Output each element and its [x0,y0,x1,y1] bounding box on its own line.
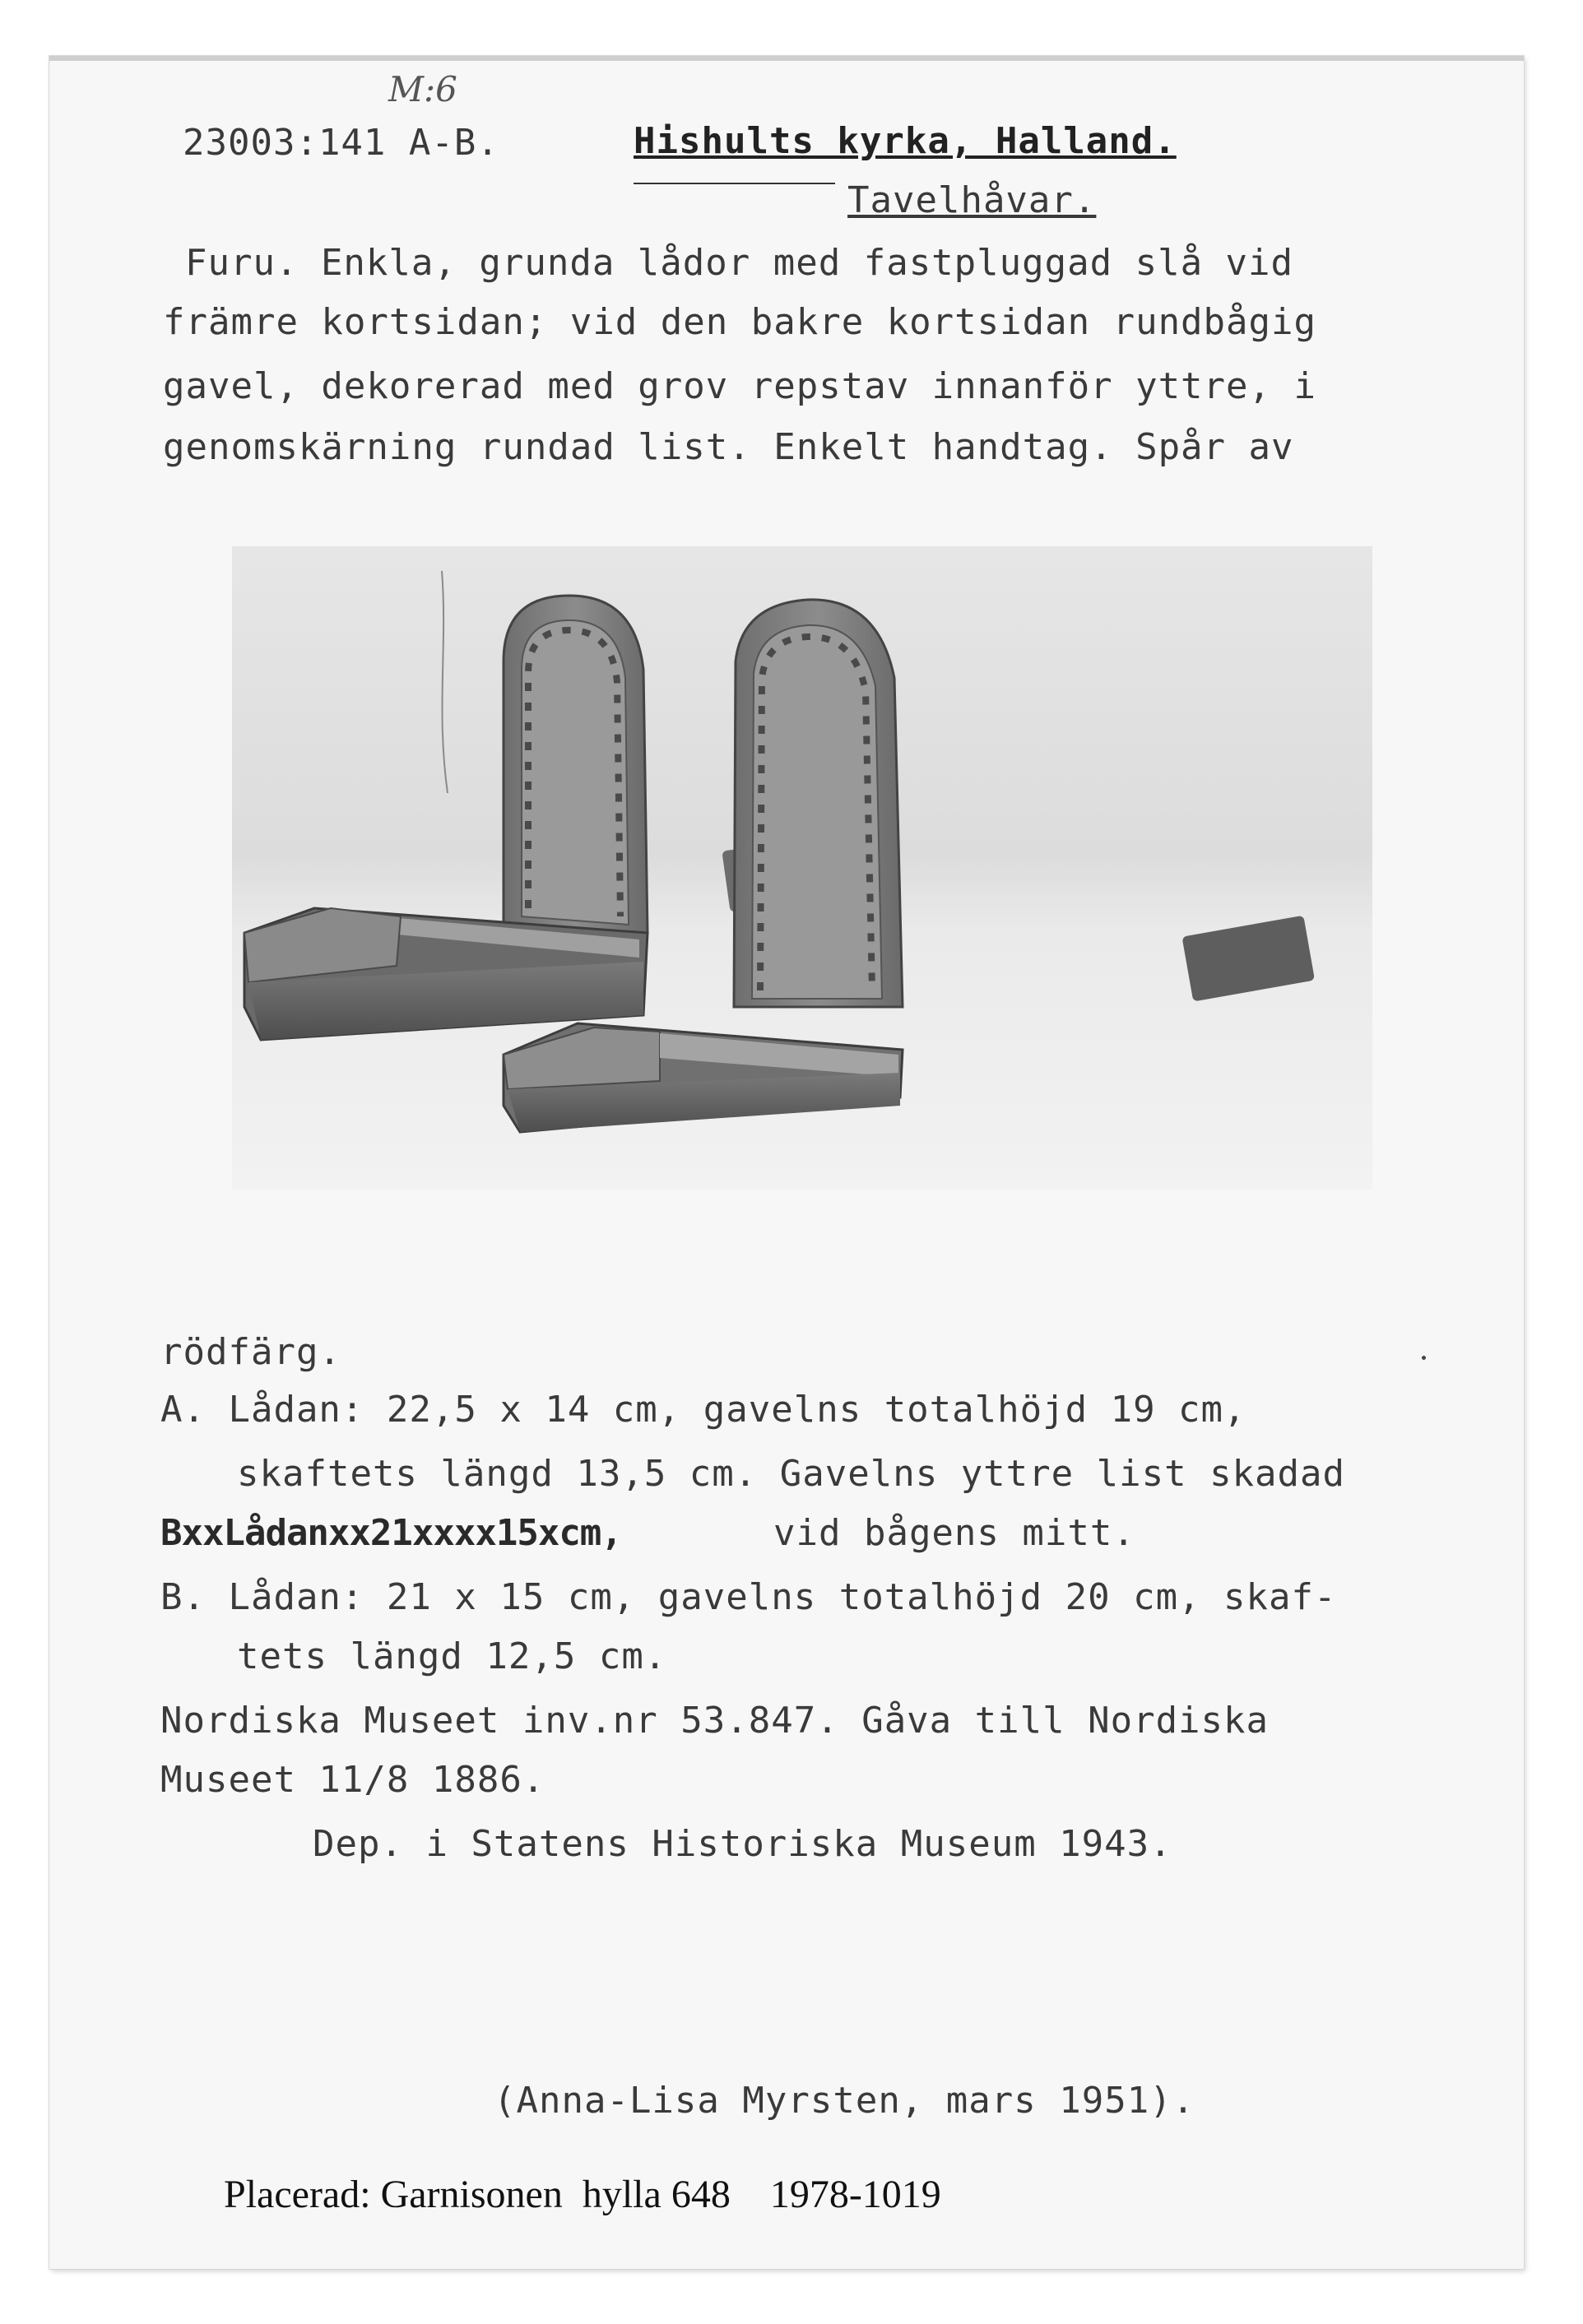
measurement-b-line: B. Lådan: 21 x 15 cm, gavelns totalhöjd 20 cm, skaf- [160,1576,1337,1618]
continuation-line: rödfärg. [160,1331,341,1373]
handwritten-mark: M:6 [388,69,457,109]
placement-stamp: Placerad: Garnisonen hylla 648 1978-1019 [224,2173,941,2216]
description-line: genomskärning rundad list. Enkelt handtag. Spår av [163,426,1294,468]
measurement-b-line: tets längd 12,5 cm. [237,1635,667,1677]
measurement-a-line: skaftets längd 13,5 cm. Gavelns yttre list skadad [237,1453,1346,1495]
description-line: gavel, dekorerad med grov repstav innanför yttre, i [163,365,1317,407]
object-name: Tavelhåvar. [847,179,1097,221]
title-underline-rule [634,183,835,184]
deposit-line: Dep. i Statens Historiska Museum 1943. [313,1823,1172,1865]
provenance-line: Museet 11/8 1886. [160,1759,545,1801]
stray-dot [1422,1356,1426,1360]
description-line: främre kortsidan; vid den bakre kortsidan rundbågig [163,301,1317,343]
provenance-line: Nordiska Museet inv.nr 53.847. Gåva till Nordiska [160,1700,1270,1742]
measurement-a-line: vid bågens mitt. [773,1512,1135,1554]
author-signature: (Anna-Lisa Myrsten, mars 1951). [494,2080,1195,2122]
measurement-a-line: A. Lådan: 22,5 x 14 cm, gavelns totalhöjd 19 cm, [160,1389,1246,1431]
place-title: Hishults kyrka, Halland. [634,120,1177,162]
collection-boxes-illustration [232,546,1372,1190]
object-photograph [232,546,1372,1190]
catalog-id: 23003:141 A-B. [183,122,499,164]
struck-out-text: BxxLådanxx21xxxx15xcm, [160,1512,622,1554]
description-line: Furu. Enkla, grunda lådor med fastpluggad slå vid [185,242,1294,284]
